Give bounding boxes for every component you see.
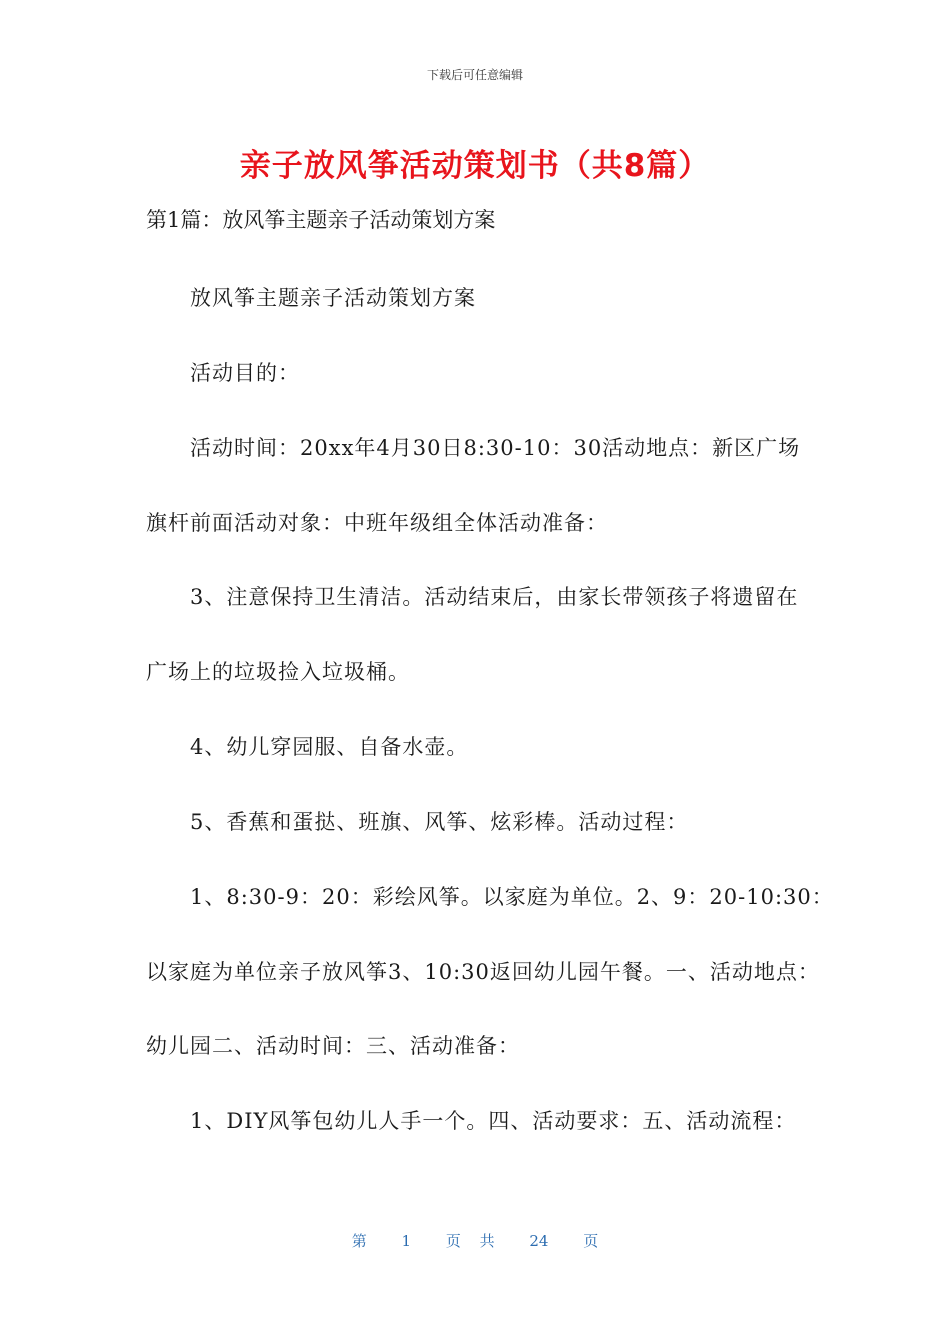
section-heading: 第1篇：放风筝主题亲子活动策划方案 — [146, 208, 496, 232]
paragraph-line: 放风筝主题亲子活动策划方案 — [190, 286, 476, 310]
document-title: 亲子放风筝活动策划书（共8篇） — [239, 148, 711, 184]
footer-total-pages: 24 — [529, 1232, 549, 1250]
paragraph-line: 1、8:30-9：20：彩绘风筝。以家庭为单位。2、9：20-10:30： — [190, 885, 834, 909]
footer-prefix: 第 — [351, 1232, 367, 1250]
paragraph-line: 以家庭为单位亲子放风筝3、10:30返回幼儿园午餐。一、活动地点： — [146, 960, 820, 984]
footer-suffix: 页 — [583, 1232, 599, 1250]
paragraph-line: 活动目的： — [190, 361, 300, 385]
page-footer — [0, 1230, 950, 1251]
header-note: 下载后可任意编辑 — [426, 68, 523, 82]
paragraph-line: 1、DIY风筝包幼儿人手一个。四、活动要求：五、活动流程： — [190, 1109, 797, 1133]
paragraph-line: 活动时间：20xx年4月30日8:30-10：30活动地点：新区广场 — [190, 436, 801, 460]
footer-page-number: 1 — [401, 1232, 412, 1250]
paragraph-line: 幼儿园二、活动时间：三、活动准备： — [146, 1034, 520, 1058]
footer-middle: 页 共 — [445, 1232, 495, 1250]
paragraph-line: 3、注意保持卫生清洁。活动结束后，由家长带领孩子将遗留在 — [190, 585, 799, 609]
paragraph-line: 旗杆前面活动对象：中班年级组全体活动准备： — [146, 511, 608, 535]
paragraph-line: 广场上的垃圾捡入垃圾桶。 — [146, 660, 410, 684]
paragraph-line: 5、香蕉和蛋挞、班旗、风筝、炫彩棒。活动过程： — [190, 810, 689, 834]
paragraph-line: 4、幼儿穿园服、自备水壶。 — [190, 735, 469, 759]
